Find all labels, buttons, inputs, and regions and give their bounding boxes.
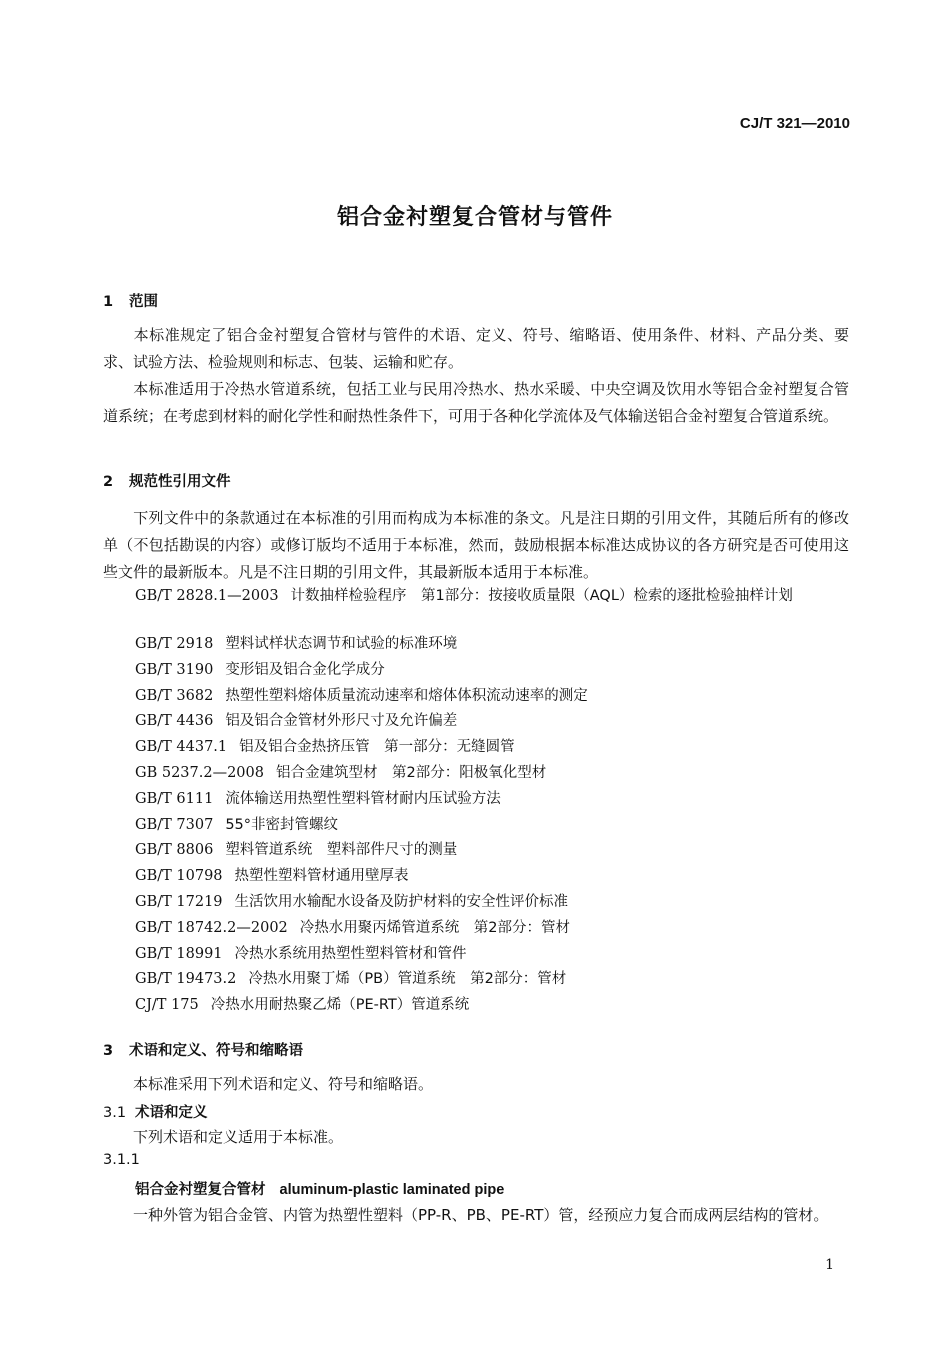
section-2-intro: 下列文件中的条款通过在本标准的引用而构成为本标准的条文。凡是注日期的引用文件，其随后所有的修改单（不包括勘误的内容）或修订版均不适用于本标准，然而，鼓励根据本标准达成协议的各方研究是否可使用这些文件的最新版本。凡是不注日期的引用文件，其最新版本适用于本标准。 <box>103 509 849 581</box>
subsection-title: 术语和定义 <box>135 1105 208 1121</box>
page-number: 1 <box>825 1257 834 1273</box>
reference-item <box>135 761 855 787</box>
reference-item <box>135 709 855 735</box>
section-number: 2 <box>103 474 114 490</box>
subsection-number: 3.1 <box>103 1105 127 1121</box>
reference-item <box>135 838 855 864</box>
reference-code: GB/T 4437.1 <box>135 739 228 756</box>
section-number: 1 <box>103 294 114 310</box>
reference-title: 冷热水用耐热聚乙烯（PE-RT）管道系统 <box>210 997 470 1014</box>
reference-code: GB/T 3190 <box>135 661 214 678</box>
reference-code: GB/T 7307 <box>135 816 214 833</box>
subsection-3-1-intro: 下列术语和定义适用于本标准。 <box>133 1128 344 1146</box>
reference-title: 生活饮用水输配水设备及防护材料的安全性评价标准 <box>234 893 569 910</box>
reference-title: 55°非密封管螺纹 <box>225 816 339 833</box>
reference-item <box>103 583 849 610</box>
section-1-heading <box>103 290 158 311</box>
reference-list <box>135 632 855 1019</box>
subsection-3-1-heading <box>103 1101 208 1122</box>
reference-code: GB/T 17219 <box>135 893 223 910</box>
section-title: 术语和定义、符号和缩略语 <box>129 1043 303 1059</box>
reference-code: GB/T 3682 <box>135 687 214 704</box>
term-definition: 一种外管为铝合金管、内管为热塑性塑料（PP-R、PB、PE-RT）管，经预应力复合而成两层结构的管材。 <box>133 1206 829 1224</box>
reference-title: 热塑性塑料熔体质量流动速率和熔体体积流动速率的测定 <box>225 687 588 704</box>
reference-item <box>135 735 855 761</box>
reference-item <box>135 658 855 684</box>
section-3-intro: 本标准采用下列术语和定义、符号和缩略语。 <box>133 1075 434 1093</box>
reference-title: 塑料管道系统 塑料部件尺寸的测量 <box>225 842 458 859</box>
reference-code: GB/T 2918 <box>135 636 214 652</box>
reference-item <box>135 993 855 1019</box>
reference-item <box>135 684 855 710</box>
reference-title: 冷热水用聚丙烯管道系统 第2部分：管材 <box>299 919 571 936</box>
section-title: 规范性引用文件 <box>129 474 231 490</box>
reference-title: 流体输送用热塑性塑料管材耐内压试验方法 <box>225 790 501 807</box>
reference-code: GB/T 19473.2 <box>135 971 237 988</box>
reference-item <box>135 890 855 916</box>
reference-code: GB/T 18991 <box>135 945 223 962</box>
reference-title: 冷热水系统用热塑性塑料管材和管件 <box>234 945 467 962</box>
reference-item <box>135 864 855 890</box>
reference-title: 变形铝及铝合金化学成分 <box>225 661 385 678</box>
reference-item <box>135 942 855 968</box>
reference-item <box>135 916 855 942</box>
reference-code: GB/T 10798 <box>135 868 223 885</box>
reference-item <box>135 813 855 839</box>
reference-title: 计数抽样检验程序 第1部分：按接收质量限（AQL）检索的逐批检验抽样计划 <box>290 588 793 604</box>
section-title: 范围 <box>129 294 158 310</box>
reference-title: 铝及铝合金热挤压管 第一部分：无缝圆管 <box>239 739 515 756</box>
standard-code: CJ/T 321—2010 <box>739 115 850 132</box>
reference-item <box>135 787 855 813</box>
reference-title: 铝合金建筑型材 第2部分：阳极氧化型材 <box>276 764 547 781</box>
reference-title: 铝及铝合金管材外形尺寸及允许偏差 <box>225 713 458 730</box>
reference-code: GB/T 4436 <box>135 713 214 730</box>
reference-title: 塑料试样状态调节和试验的标准环境 <box>225 636 458 652</box>
reference-code: GB 5237.2—2008 <box>135 764 264 781</box>
reference-code: GB/T 6111 <box>135 790 214 807</box>
reference-code: CJ/T 175 <box>135 997 199 1014</box>
section-3-heading <box>103 1039 303 1060</box>
term-english: aluminum-plastic laminated pipe <box>279 1182 505 1198</box>
section-1-paragraph-1: 本标准规定了铝合金衬塑复合管材与管件的术语、定义、符号、缩略语、使用条件、材料、产品分类、要求、试验方法、检验规则和标志、包装、运输和贮存。 <box>103 326 849 371</box>
reference-item <box>135 967 855 993</box>
subsection-3-1-1-number: 3.1.1 <box>103 1152 140 1168</box>
term-chinese: 铝合金衬塑复合管材 <box>135 1182 266 1198</box>
reference-title: 冷热水用聚丁烯（PB）管道系统 第2部分：管材 <box>248 971 567 988</box>
document-title: 铝合金衬塑复合管材与管件 <box>336 205 613 230</box>
section-number: 3 <box>103 1043 114 1059</box>
reference-code: GB/T 18742.2—2002 <box>135 919 288 936</box>
reference-title: 热塑性塑料管材通用壁厚表 <box>234 868 409 885</box>
reference-item <box>135 632 855 658</box>
reference-code: GB/T 8806 <box>135 842 214 859</box>
reference-code: GB/T 2828.1—2003 <box>135 588 279 604</box>
section-2-heading <box>103 470 231 491</box>
section-1-paragraph-2: 本标准适用于冷热水管道系统，包括工业与民用冷热水、热水采暖、中央空调及饮用水等铝合金衬塑复合管道系统；在考虑到材料的耐化学性和耐热性条件下，可用于各种化学流体及气体输送铝合金衬塑复合管道系统。 <box>103 380 849 425</box>
term-entry <box>135 1178 504 1199</box>
